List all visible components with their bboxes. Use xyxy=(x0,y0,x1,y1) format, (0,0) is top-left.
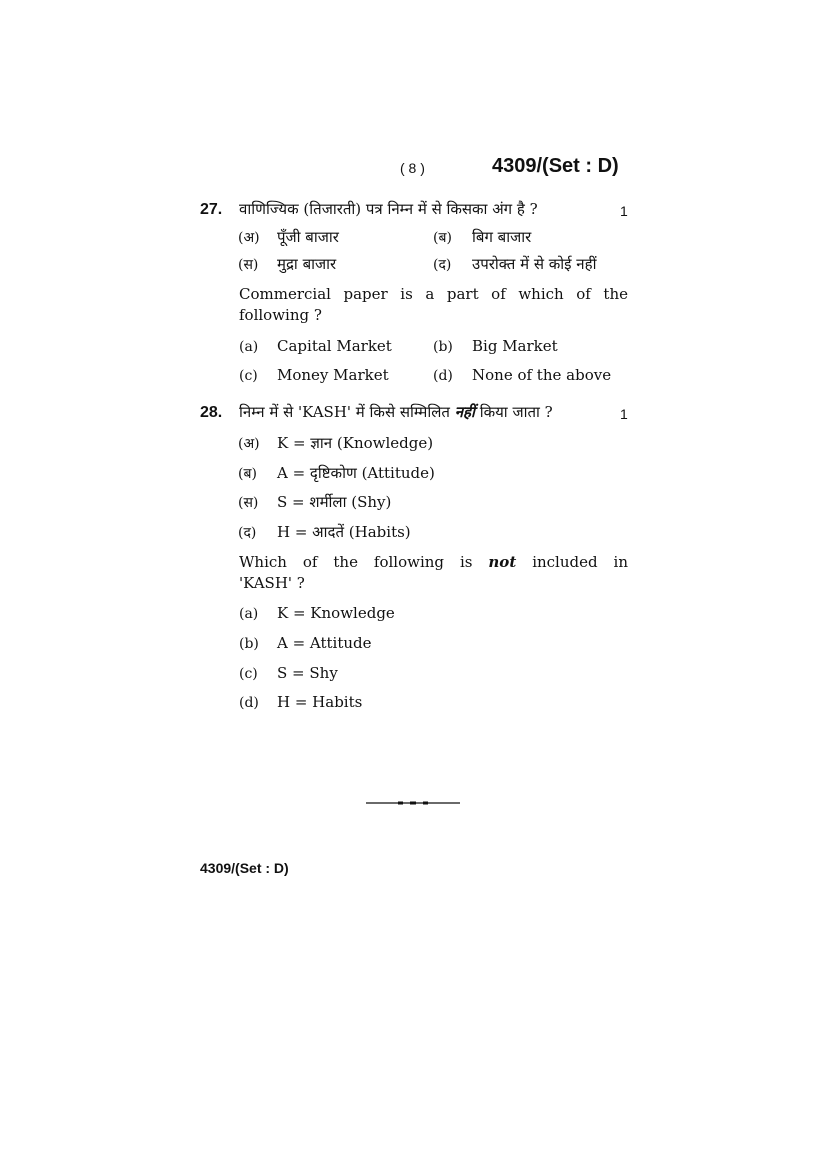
paper-code-footer: 4309/(Set : D) xyxy=(200,860,289,876)
question-28-english-post: included in xyxy=(532,553,628,571)
q28-english-option-text: K = Knowledge xyxy=(277,604,395,622)
q27-english-option-label: (d) xyxy=(433,368,453,384)
question-28-hindi-post: किया जाता ? xyxy=(479,403,553,421)
q28-hindi-option-text: H = आदतें (Habits) xyxy=(277,523,411,541)
q28-hindi-option-label: (द) xyxy=(238,525,257,541)
question-28-english-emphasis: not xyxy=(488,553,517,571)
question-28-marks: 1 xyxy=(620,406,628,422)
question-28-hindi-pre: निम्न में से 'KASH' में किसे सम्मिलित xyxy=(239,403,450,421)
question-28-number: 28. xyxy=(200,404,223,421)
q28-hindi-option-label: (अ) xyxy=(238,436,260,452)
question-27-marks: 1 xyxy=(620,203,628,219)
question-28-english-line2: 'KASH' ? xyxy=(239,574,305,592)
q28-english-option-label: (b) xyxy=(239,636,259,652)
question-27-hindi-text: वाणिज्यिक (तिजारती) पत्र निम्न में से किसका अंग है ? xyxy=(239,200,538,218)
q28-hindi-option-label: (स) xyxy=(238,495,259,511)
q28-hindi-option-text: S = शर्मीला (Shy) xyxy=(277,493,392,511)
q28-english-option-text: S = Shy xyxy=(277,664,338,682)
question-27-number: 27. xyxy=(200,201,223,218)
q27-hindi-option-label: (ब) xyxy=(433,230,452,246)
end-divider-ornament xyxy=(366,801,460,805)
q28-english-option-label: (a) xyxy=(239,606,259,622)
q27-english-option-label: (b) xyxy=(433,339,453,355)
q27-english-option-text: Big Market xyxy=(472,337,558,355)
q28-english-option-text: A = Attitude xyxy=(277,634,372,652)
question-28-hindi-emphasis: नहीं xyxy=(454,403,475,421)
q28-english-option-label: (c) xyxy=(239,666,258,682)
q27-hindi-option-text: पूँजी बाजार xyxy=(277,228,339,246)
q28-hindi-option-text: K = ज्ञान (Knowledge) xyxy=(277,434,434,452)
question-27-english-line1: Commercial paper is a part of which of the xyxy=(239,285,628,303)
q28-hindi-option-label: (ब) xyxy=(238,466,257,482)
question-27-english-text xyxy=(239,284,628,326)
question-27-english-line2: following ? xyxy=(239,306,322,324)
q27-english-option-text: Money Market xyxy=(277,366,389,384)
q27-hindi-option-label: (स) xyxy=(238,257,259,273)
page-number: ( 8 ) xyxy=(400,160,425,176)
q27-english-option-text: None of the above xyxy=(472,366,612,384)
q27-hindi-option-text: उपरोक्त में से कोई नहीं xyxy=(472,255,597,273)
q27-hindi-option-text: मुद्रा बाजार xyxy=(277,255,337,273)
q28-hindi-option-text: A = दृष्टिकोण (Attitude) xyxy=(277,464,435,482)
q27-english-option-text: Capital Market xyxy=(277,337,392,355)
paper-code-header: 4309/(Set : D) xyxy=(492,155,619,177)
q27-hindi-option-label: (अ) xyxy=(238,230,260,246)
q27-hindi-option-text: बिग बाजार xyxy=(472,228,532,246)
q27-english-option-label: (a) xyxy=(239,339,259,355)
question-28-english-pre: Which of the following is xyxy=(239,553,473,571)
question-28-english-line1 xyxy=(239,552,628,573)
q27-hindi-option-label: (द) xyxy=(433,257,452,273)
question-28-hindi-text xyxy=(239,402,553,422)
question-28-english-text xyxy=(239,552,628,594)
q28-english-option-text: H = Habits xyxy=(277,693,363,711)
q28-english-option-label: (d) xyxy=(239,695,259,711)
q27-english-option-label: (c) xyxy=(239,368,258,384)
